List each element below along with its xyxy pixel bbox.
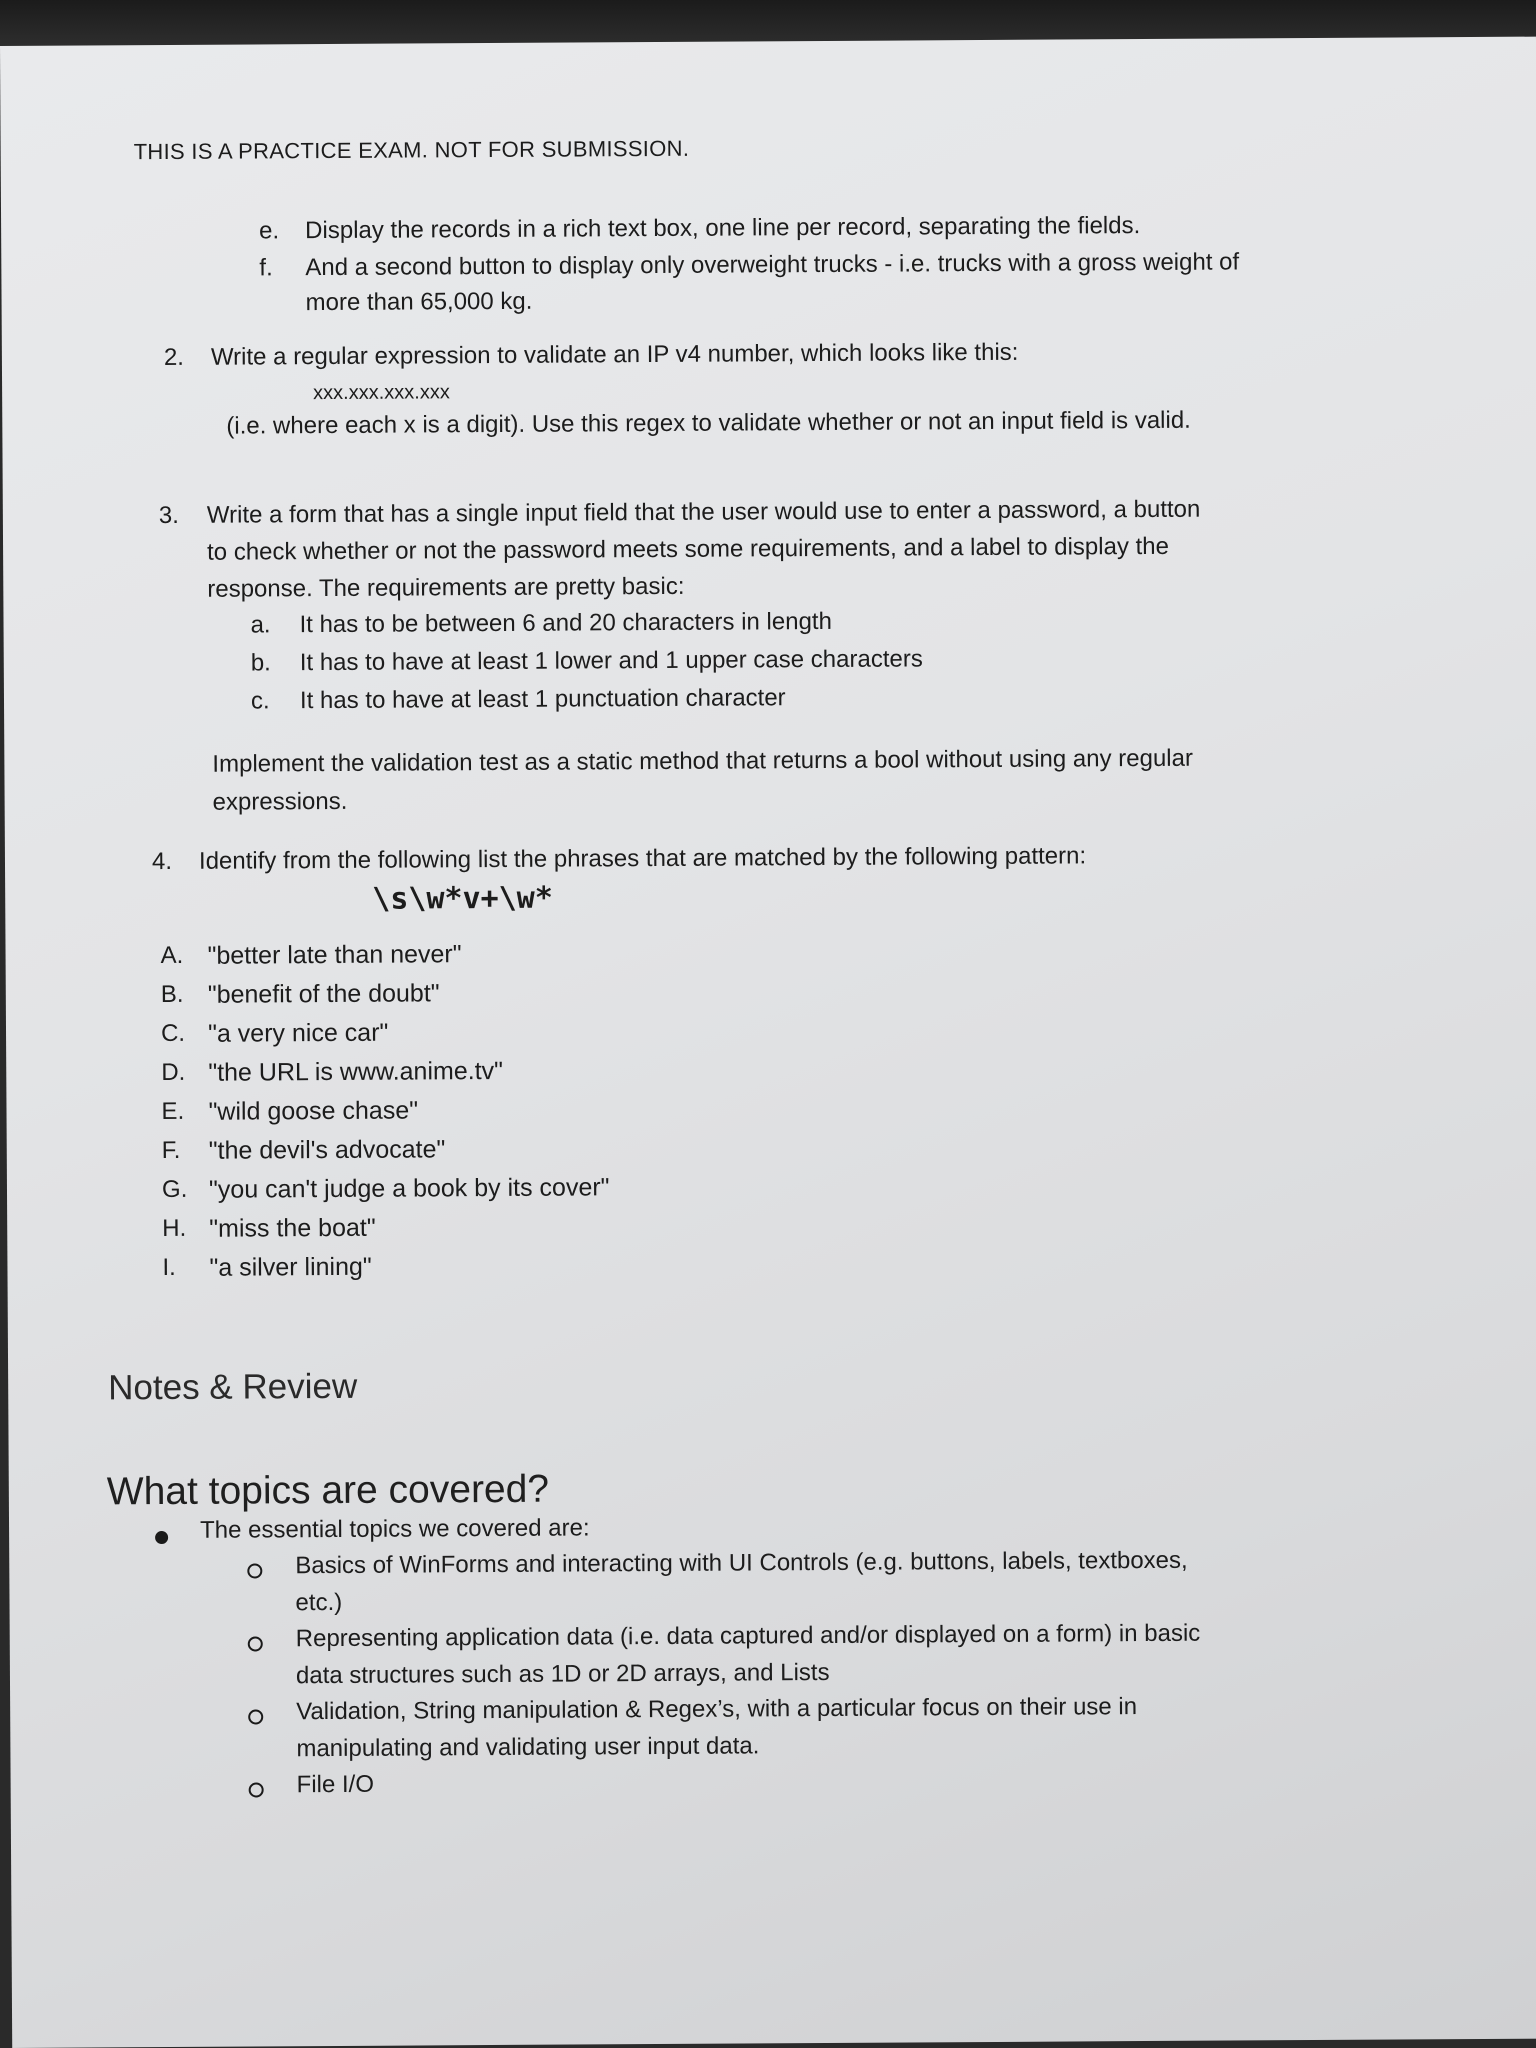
topic-item-line2: manipulating and validating user input data. [296, 1732, 760, 1763]
q4-option-marker: B. [160, 980, 184, 1009]
q4-option-text: "better late than never" [207, 940, 462, 970]
topic-item-line2: etc.) [295, 1588, 343, 1617]
q4-option-marker: F. [161, 1136, 181, 1165]
q4-option-marker: I. [162, 1253, 176, 1282]
circle-bullet-icon [247, 1563, 262, 1578]
topics-intro: The essential topics we covered are: [199, 1514, 590, 1544]
q2-number: 2. [163, 343, 185, 372]
q4-number: 4. [151, 847, 173, 876]
topic-item-line1: Basics of WinForms and interacting with UI Controls (e.g. buttons, labels, textboxes, [295, 1546, 1188, 1580]
q3-text-line1: Write a form that has a single input field that the user would use to enter a password, a button [206, 495, 1201, 529]
q4-option-marker: A. [160, 941, 184, 970]
topic-item-line1: Representing application data (i.e. data captured and/or displayed on a form) in basic [295, 1619, 1201, 1653]
q4-option-text: "you can't judge a book by its cover" [208, 1173, 610, 1204]
q4-option-marker: E. [161, 1097, 185, 1126]
q3-req-text: It has to be between 6 and 20 characters in length [299, 607, 832, 639]
topics-heading: What topics are covered? [106, 1467, 550, 1514]
q3-implementation-line1: Implement the validation test as a static method that returns a bool without using any regular [212, 744, 1194, 778]
q3-text-line2: to check whether or not the password meets some requirements, and a label to display the [207, 532, 1170, 566]
q2-text: Write a regular expression to validate an IP v4 number, which looks like this: [210, 338, 1019, 371]
q1-item-marker: f. [259, 254, 273, 282]
q4-option-text: "a silver lining" [209, 1252, 372, 1282]
q4-option-marker: D. [161, 1058, 186, 1087]
q2-text-continued: (i.e. where each x is a digit). Use this regex to validate whether or not an input field is valid. [226, 406, 1191, 440]
q4-text: Identify from the following list the phrases that are matched by the following pattern: [198, 842, 1087, 875]
q4-regex-pattern: \s\w*v+\w* [372, 880, 553, 917]
q4-option-text: "benefit of the doubt" [207, 979, 440, 1009]
q1-item-marker: e. [259, 217, 280, 245]
q1-item-text: Display the records in a rich text box, one line per record, separating the fields. [305, 212, 1141, 245]
circle-bullet-icon [249, 1782, 264, 1797]
q3-req-marker: a. [250, 611, 271, 639]
q4-option-marker: H. [162, 1214, 187, 1243]
q4-option-text: "the devil's advocate" [208, 1135, 446, 1165]
bullet-icon [155, 1531, 168, 1544]
circle-bullet-icon [248, 1636, 263, 1651]
topic-item-line1: Validation, String manipulation & Regex’s, with a particular focus on their use in [296, 1693, 1138, 1726]
topic-item-line1: File I/O [296, 1770, 375, 1799]
topic-item-line2: data structures such as 1D or 2D arrays, and Lists [295, 1658, 830, 1690]
notes-review-heading: Notes & Review [108, 1366, 358, 1408]
q3-req-marker: c. [250, 687, 270, 715]
q4-option-marker: C. [160, 1019, 186, 1048]
q3-implementation-line2: expressions. [212, 787, 348, 816]
q3-req-text: It has to have at least 1 lower and 1 upper case characters [299, 645, 923, 677]
q3-number: 3. [158, 501, 179, 530]
q4-option-text: "miss the boat" [209, 1213, 376, 1243]
q4-option-text: "a very nice car" [207, 1018, 389, 1048]
q4-option-text: "the URL is www.anime.tv" [208, 1056, 504, 1087]
exam-page [0, 37, 1536, 2048]
q4-option-marker: G. [161, 1175, 188, 1204]
q1-item-text: And a second button to display only overweight trucks - i.e. trucks with a gross weight of [305, 248, 1240, 282]
q3-req-text: It has to have at least 1 punctuation character [299, 684, 786, 715]
q4-option-text: "wild goose chase" [208, 1096, 419, 1126]
page-header: THIS IS A PRACTICE EXAM. NOT FOR SUBMISSION. [133, 135, 690, 165]
circle-bullet-icon [248, 1709, 263, 1724]
q3-text-line3: response. The requirements are pretty basic: [207, 572, 685, 603]
q1-item-text-continued: more than 65,000 kg. [305, 287, 533, 317]
q3-req-marker: b. [250, 649, 271, 677]
q2-ip-format: xxx.xxx.xxx.xxx [313, 381, 450, 405]
